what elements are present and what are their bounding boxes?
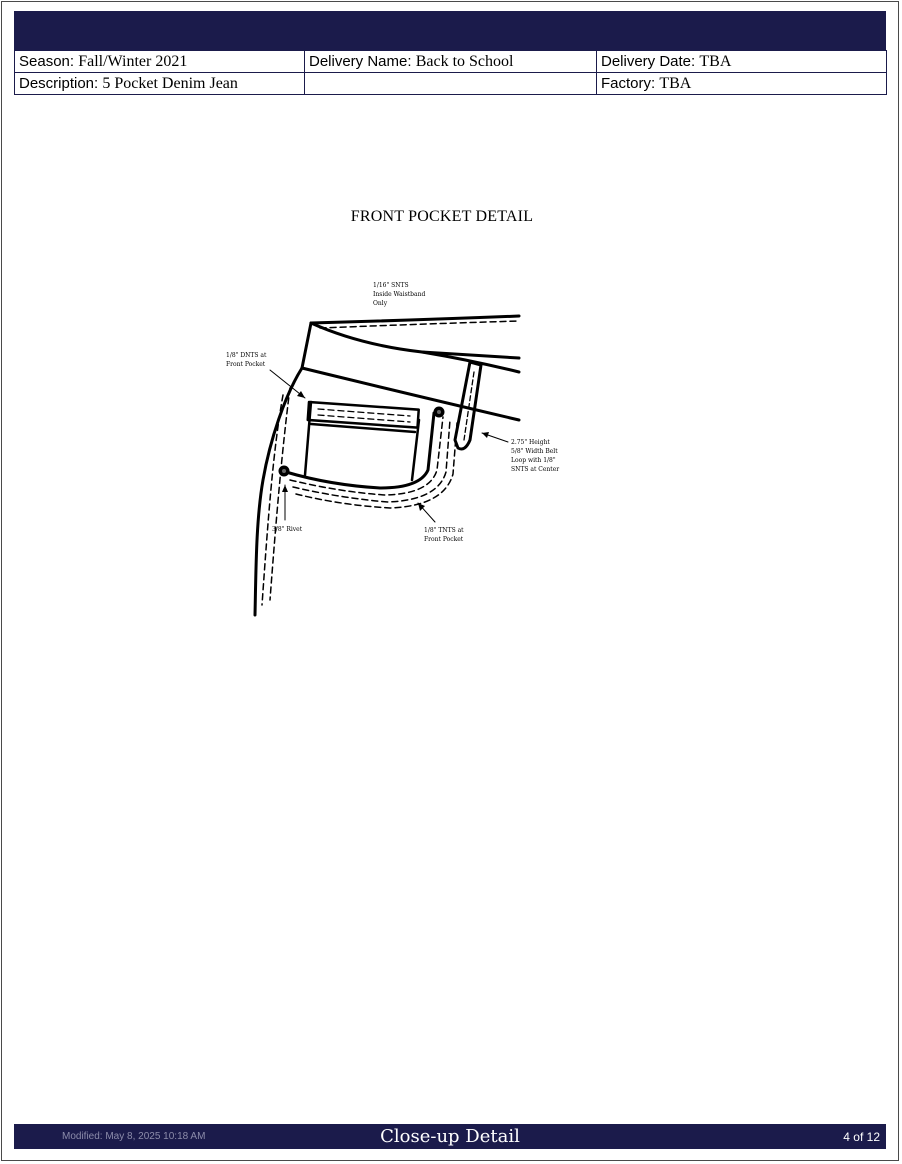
callout-dnts-line-2: Front Pocket: [226, 361, 266, 368]
callout-tnts-line-1: 1/8" TNTS at: [424, 527, 464, 534]
callout-rivet: [272, 526, 303, 533]
footer-title: Close-up Detail: [380, 1126, 520, 1147]
callout-belt-loop-line-4: SNTS at Center: [511, 466, 560, 473]
factory-value: TBA: [659, 74, 692, 92]
arrowhead-rivet: [282, 485, 288, 492]
callout-waistband-line-1: 1/16" SNTS: [373, 282, 409, 289]
callout-waistband-line-3: Only: [373, 300, 388, 307]
rivet-left-inner: [282, 469, 286, 473]
callout-belt-loop-line-2: 5/8" Width Belt: [511, 448, 558, 455]
callout-dnts-line-1: 1/8" DNTS at: [226, 352, 267, 359]
footer-bar: [14, 1124, 886, 1149]
waistband-left: [302, 323, 311, 368]
season-value: Fall/Winter 2021: [78, 52, 188, 70]
delivery-name-label: Delivery Name:: [309, 52, 412, 70]
description-value: 5 Pocket Denim Jean: [102, 74, 238, 92]
callout-waistband-line-2: Inside Waistband: [373, 291, 426, 298]
footer-page-number: 4 of 12: [843, 1130, 880, 1144]
rivet-right-inner: [437, 410, 441, 414]
callout-rivet-line-1: 3/8" Rivet: [272, 526, 303, 533]
callout-dnts: [226, 352, 268, 368]
description-label: Description:: [19, 74, 99, 92]
callout-tnts: [424, 527, 466, 543]
section-title: FRONT POCKET DETAIL: [350, 208, 534, 225]
footer-modified: Modified: May 8, 2025 10:18 AM: [62, 1131, 206, 1142]
waistband-top-line: [311, 316, 519, 323]
callout-belt-loop: [511, 439, 560, 473]
waistband-bottom: [302, 368, 519, 420]
factory-label: Factory:: [601, 74, 656, 92]
callout-belt-loop-line-1: 2.75" Height: [511, 439, 550, 446]
callout-waistband: [373, 282, 427, 307]
arrowhead-belt-loop: [482, 432, 489, 438]
pocket-tnts-2: [293, 420, 450, 502]
callout-belt-loop-line-3: Loop with 1/8": [511, 457, 556, 464]
delivery-date-value: TBA: [699, 52, 732, 70]
waistband-curve: [311, 323, 519, 358]
season-label: Season:: [19, 52, 75, 70]
coin-pocket-stitch-1: [318, 409, 410, 416]
delivery-date-label: Delivery Date:: [601, 52, 696, 70]
delivery-name-value: Back to School: [415, 52, 514, 70]
coin-pocket-right: [412, 420, 419, 480]
callout-tnts-line-2: Front Pocket: [424, 536, 464, 543]
